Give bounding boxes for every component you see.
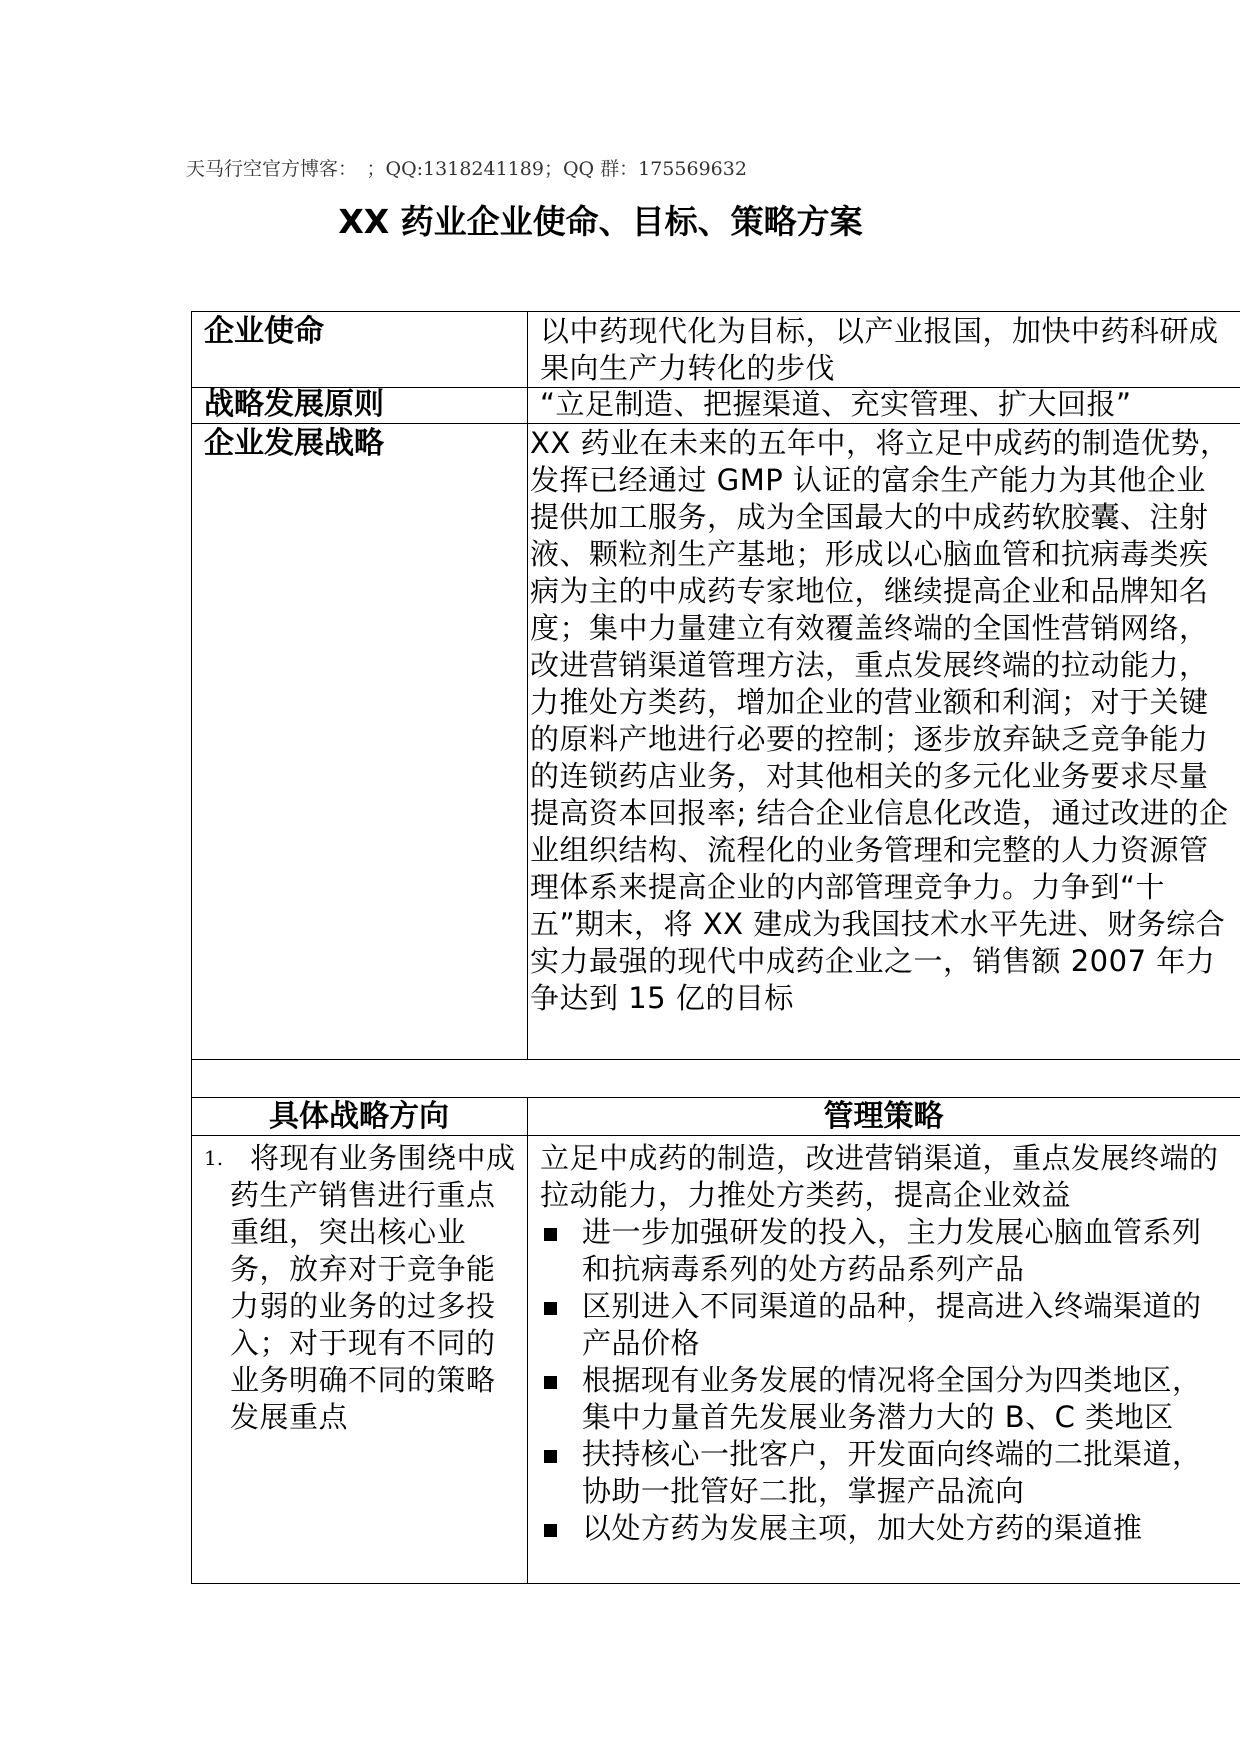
strategy-text: XX 药业在未来的五年中，将立足中成药的制造优势，发挥已经通过 GMP 认证的富余生产能力为其他企业提供加工服务，成为全国最大的中成药软胶囊、注射液、颗粒剂生产基地；形成以心脑血管和抗病毒类疾病为主的中成药专家地位，继续提高企业和品牌知名度；集中力量建立有效覆盖终端的全国性营销网络，改进营销渠道管理方法，重点发展终端的拉动能力，力推处方类药，增加企业的营业额和利润；对于关键的原料产地进行必要的控制；逐步放弃缺乏竞争能力的连锁药店业务，对其他相关的多元化业务要求尽量提高资本回报率; 结合企业信息化改造，通过改进的企业组织结构、流程化的业务管理和完整的人力资源管理体系来提高企业的内部管理竞争力。力争到“十五”期末，将 XX 建成为我国技术水平先进、财务综合实力最强的现代中成药企业之一，销售额 2007 年力争达到 15 亿的目标 [530,426,1230,1015]
table-line [527,311,528,1060]
bullet-square-icon [544,1302,557,1315]
table-line [191,1583,1240,1584]
bullet-square-icon [544,1376,557,1389]
mission-text: 以中药现代化为目标，以产业报国，加快中药科研成果向生产力转化的步伐 [540,314,1219,385]
strategy-label: 企业发展战略 [204,426,384,461]
list-item [540,1510,1230,1547]
direction-item-text: 将现有业务围绕中成药生产销售进行重点重组，突出核心业务，放弃对于竞争能力弱的业务的过多投入；对于现有不同的业务明确不同的策略发展重点 [230,1141,516,1434]
table-line [191,311,192,1584]
principle-label: 战略发展原则 [204,387,384,422]
list-item [540,1288,1230,1362]
bullet-text: 以处方药为发展主项，加大处方药的渠道推 [582,1511,1143,1545]
principle-text: “立足制造、把握渠道、充实管理、扩大回报” [540,387,1132,421]
bullet-text: 根据现有业务发展的情况将全国分为四类地区，集中力量首先发展业务潜力大的 B、C 类地区 [582,1363,1202,1434]
management-intro: 立足中成药的制造，改进营销渠道，重点发展终端的拉动能力，力推处方类药，提高企业效益 [540,1141,1219,1212]
bullet-square-icon [544,1228,557,1241]
management-header: 管理策略 [823,1099,944,1134]
table-line [191,311,1240,312]
table-line [527,1097,528,1584]
management-bullet-list [540,1214,1230,1547]
bullet-square-icon [544,1524,557,1537]
table-line [191,1059,1240,1060]
list-item [540,1214,1230,1288]
bullet-text: 区别进入不同渠道的品种，提高进入终端渠道的产品价格 [582,1289,1202,1360]
direction-header: 具体战略方向 [269,1099,449,1134]
bullet-square-icon [544,1450,557,1463]
document-title-text: XX 药业企业使命、目标、策略方案 [338,202,863,241]
bullet-text: 扶持核心一批客户，开发面向终端的二批渠道，协助一批管好二批，掌握产品流向 [582,1437,1202,1508]
direction-item-number: 1. [204,1146,224,1170]
bullet-text: 进一步加强研发的投入，主力发展心脑血管系列和抗病毒系列的处方药品系列产品 [582,1215,1202,1286]
list-item [540,1436,1230,1510]
list-item [540,1362,1230,1436]
mission-label: 企业使命 [204,314,324,349]
page-header: 天马行空官方博客： ；QQ:1318241189；QQ 群：175569632 [186,158,747,180]
direction-item [204,1140,524,1436]
